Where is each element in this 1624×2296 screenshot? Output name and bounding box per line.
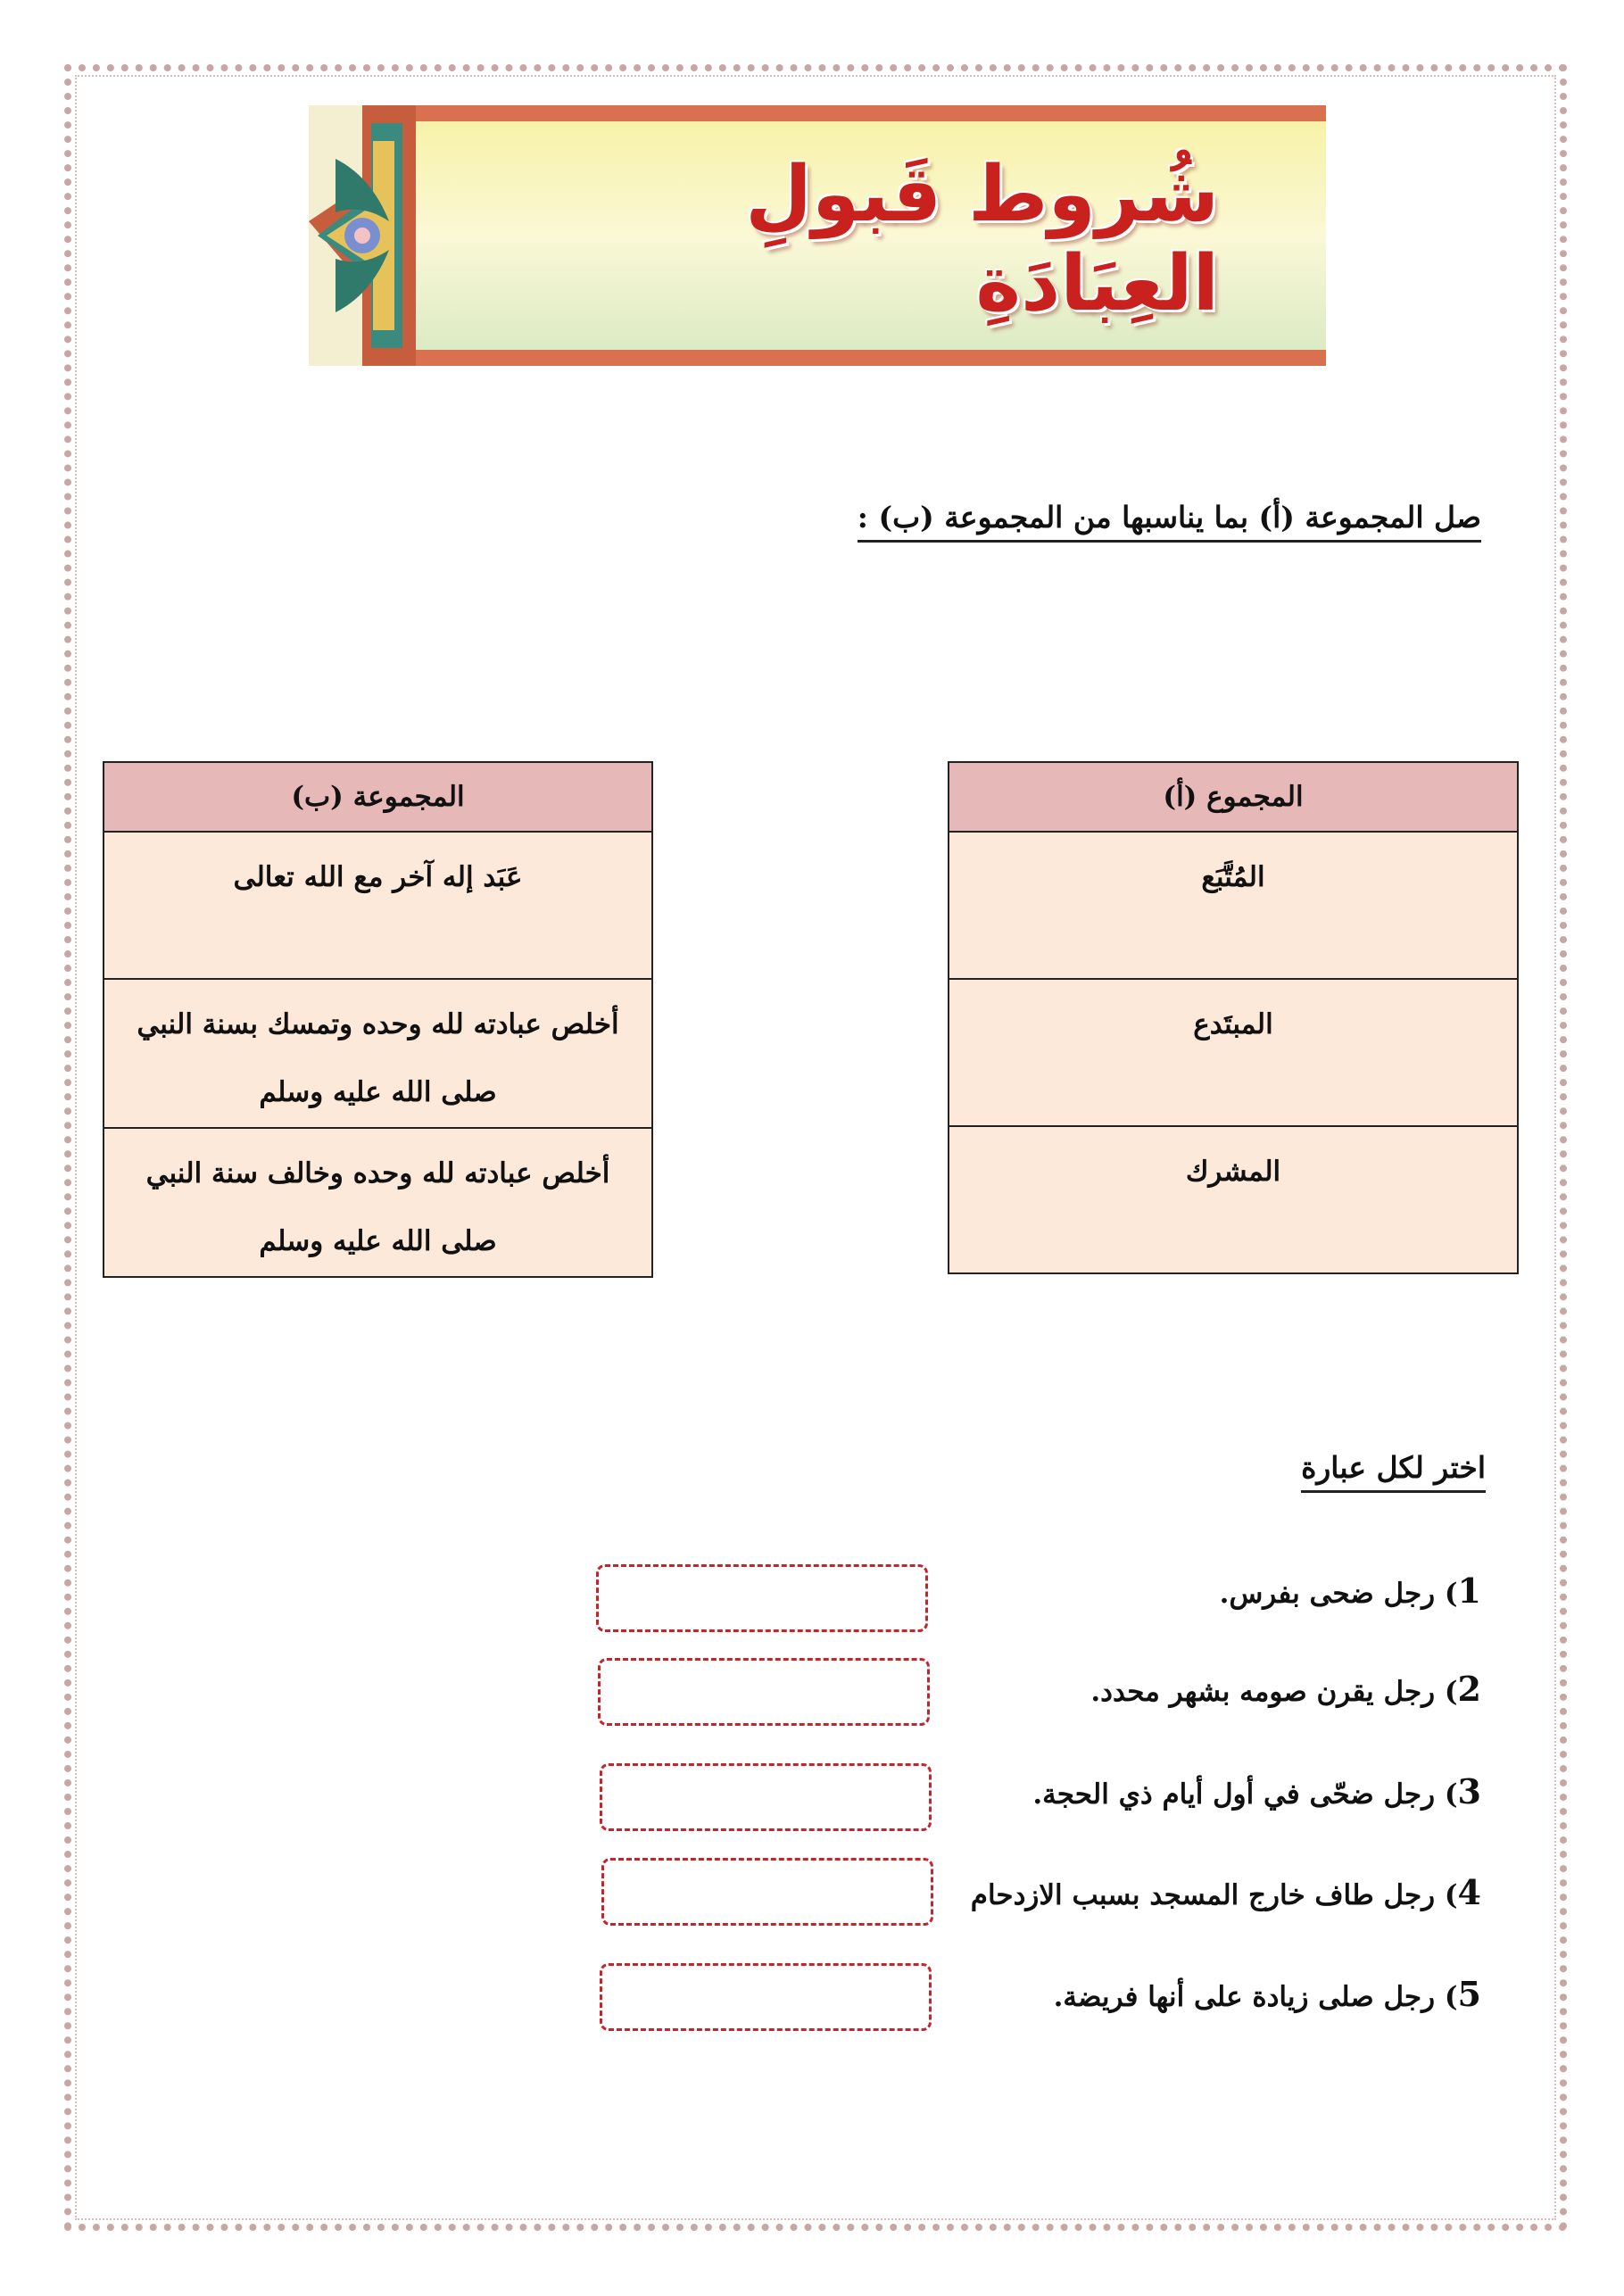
statement-item: 3) رجل ضحّى في أول أيام ذي الحجة. xyxy=(1032,1771,1481,1811)
group-b-line: أخلص عبادته لله وحده وخالف سنة النبي xyxy=(145,1157,610,1189)
statement-item: 1) رجل ضحى بفرس. xyxy=(1219,1571,1481,1611)
answer-box-1[interactable] xyxy=(596,1564,928,1632)
statement-text: رجل صلى زيادة على أنها فريضة. xyxy=(1053,1981,1436,2013)
group-b-line: عَبَد إله آخر مع الله تعالى xyxy=(233,861,523,893)
group-b-line: صلى الله عليه وسلم xyxy=(259,1225,497,1257)
statement-number: 5 xyxy=(1457,1974,1481,2014)
group-b-table xyxy=(103,761,653,1278)
statement-number: 4 xyxy=(1457,1872,1481,1912)
choose-instruction: اختر لكل عبارة xyxy=(1301,1450,1486,1493)
group-a-cell[interactable]: المشرك xyxy=(949,1126,1518,1273)
statement-item: 4) رجل طاف خارج المسجد بسبب الازدحام xyxy=(970,1872,1481,1912)
group-b-cell[interactable] xyxy=(104,832,652,979)
group-b-header: المجموعة (ب) xyxy=(104,762,652,832)
group-a-table xyxy=(948,761,1519,1274)
statement-number: 2 xyxy=(1457,1669,1481,1709)
group-a-header: المجموع (أ) xyxy=(949,762,1518,832)
answer-box-2[interactable] xyxy=(598,1658,930,1726)
title-banner xyxy=(309,105,1326,366)
statement-text: رجل طاف خارج المسجد بسبب الازدحام xyxy=(970,1879,1436,1911)
group-b-line: صلى الله عليه وسلم xyxy=(259,1076,497,1108)
banner-title: شُروط قَبولِ العِبَادَةِ xyxy=(745,150,1219,328)
statement-text: رجل يقرن صومه بشهر محدد. xyxy=(1090,1676,1436,1708)
statement-item: 5) رجل صلى زيادة على أنها فريضة. xyxy=(1053,1974,1481,2014)
group-b-cell[interactable] xyxy=(104,1128,652,1277)
matching-instruction: صل المجموعة (أ) بما يناسبها من المجموعة (ب) : xyxy=(858,500,1481,543)
group-b-cell[interactable] xyxy=(104,979,652,1128)
answer-box-5[interactable] xyxy=(600,1963,932,2031)
answer-box-4[interactable] xyxy=(601,1858,933,1926)
group-b-line: أخلص عبادته لله وحده وتمسك بسنة النبي xyxy=(137,1008,619,1040)
statement-text: رجل ضحّى في أول أيام ذي الحجة. xyxy=(1032,1778,1436,1811)
group-a-cell[interactable]: المُتَّبَع xyxy=(949,832,1518,979)
statement-number: 1 xyxy=(1457,1571,1481,1611)
answer-box-3[interactable] xyxy=(600,1763,932,1831)
statement-number: 3 xyxy=(1457,1771,1481,1811)
group-a-cell[interactable]: المبتَدع xyxy=(949,979,1518,1126)
statement-text: رجل ضحى بفرس. xyxy=(1219,1578,1436,1610)
statement-item: 2) رجل يقرن صومه بشهر محدد. xyxy=(1090,1669,1481,1709)
